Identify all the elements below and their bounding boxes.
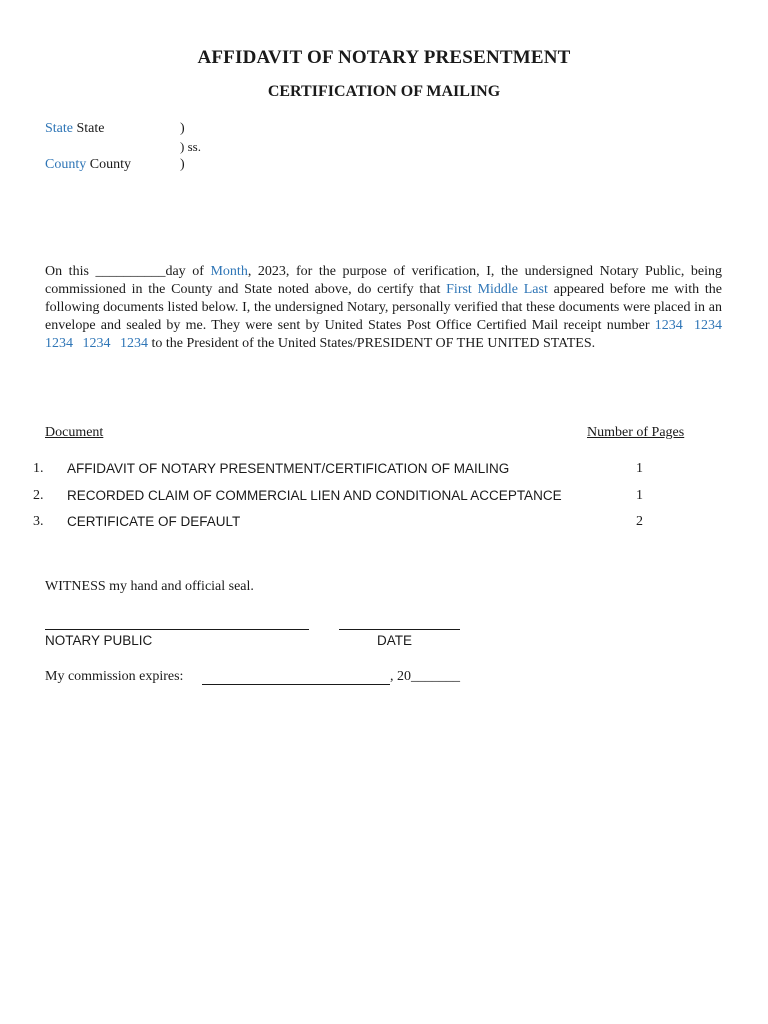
notary-public-label: NOTARY PUBLIC: [45, 633, 153, 648]
venue-ss: ) ss.: [180, 139, 201, 154]
month-field[interactable]: Month: [210, 264, 248, 279]
para-part-1: On this __________day of: [45, 264, 211, 279]
documents-header-pages: Number of Pages: [587, 425, 685, 440]
commission-year: , 20_______: [390, 669, 460, 684]
state-value: State: [76, 121, 105, 136]
venue-paren-1: ): [180, 121, 185, 136]
state-field[interactable]: State: [45, 121, 73, 136]
para-part-3: appeared before me with the following documents listed below. I, the undersigned Notary, personally verified that these documents were placed in an envelope and sealed by me. They were sent by United States Post Office Certified Mail receipt number: [45, 282, 722, 333]
documents-header-document: Document: [45, 425, 104, 440]
date-signature-line[interactable]: [339, 629, 460, 630]
venue-county: [45, 157, 131, 173]
certification-paragraph: [45, 263, 722, 353]
document-item-pages: 2: [636, 514, 643, 529]
document-item-pages: 1: [636, 461, 643, 476]
commission-expires-label: My commission expires:: [45, 669, 184, 684]
document-item-name: RECORDED CLAIM OF COMMERCIAL LIEN AND CONDITIONAL ACCEPTANCE: [67, 488, 562, 503]
document-item-name: AFFIDAVIT OF NOTARY PRESENTMENT/CERTIFICATION OF MAILING: [67, 461, 510, 476]
date-label: DATE: [377, 633, 413, 648]
document-title: AFFIDAVIT OF NOTARY PRESENTMENT: [197, 47, 571, 68]
venue-paren-2: ): [180, 157, 185, 172]
document-item-num: 2.: [33, 488, 44, 503]
commission-date-line[interactable]: [202, 684, 390, 685]
para-part-4: to the President of the United States/PRESIDENT OF THE UNITED STATES.: [148, 336, 596, 351]
para-part-2: , 2023, for the purpose of verification, I, the undersigned Notary Public, being commissioned in the County and State noted above, do certify that: [45, 264, 723, 297]
document-item-num: 1.: [33, 461, 44, 476]
notary-signature-line[interactable]: [45, 629, 309, 630]
venue-state: [45, 121, 105, 137]
document-subtitle: CERTIFICATION OF MAILING: [267, 83, 501, 100]
document-item-name: CERTIFICATE OF DEFAULT: [67, 514, 241, 529]
receipt-number-field[interactable]: 1234 1234 1234 1234 1234: [45, 318, 722, 351]
document-item-pages: 1: [636, 488, 643, 503]
witness-statement: WITNESS my hand and official seal.: [45, 579, 254, 594]
county-value: County: [89, 157, 131, 172]
document-item-num: 3.: [33, 514, 44, 529]
county-field[interactable]: County: [45, 157, 87, 172]
name-field[interactable]: First Middle Last: [446, 282, 548, 297]
